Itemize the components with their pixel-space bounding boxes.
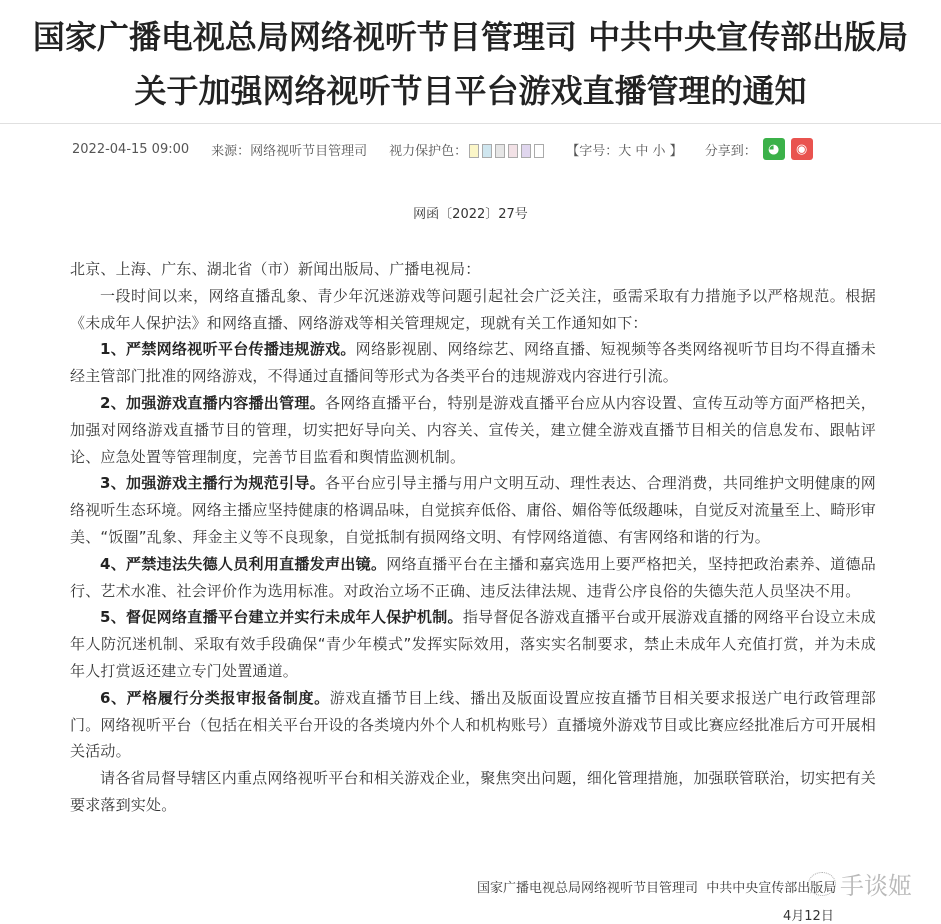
article-meta (72, 138, 835, 160)
share (705, 138, 813, 160)
watermark (808, 866, 912, 901)
article-body (70, 256, 876, 819)
font-small-button[interactable]: 小 (652, 143, 666, 159)
share-label: 分享到： (704, 143, 757, 159)
title-line-1: 国家广播电视总局网络视听节目管理司 中共中央宣传部出版局 (32, 18, 909, 56)
notice-item (70, 470, 876, 550)
watermark-text: 手谈姬 (840, 872, 912, 900)
font-size-bracket: 】 (669, 143, 683, 159)
eye-color-swatch[interactable] (482, 144, 492, 158)
item-text: 各网络直播平台，特别是游戏直播平台应从内容设置、宣传互动等方面严格把关，加强对网络游戏直播节目的管理，切实把好导向关、内容关、宣传关，建立健全游戏直播节目相关的信息发布、跟帖评论、应急处置等管理制度，完善节目监看和舆情监测机制。 (70, 393, 876, 466)
eye-protection (389, 140, 544, 159)
publish-datetime: 2022-04-15 09:00 (72, 141, 190, 157)
eye-color-swatches (469, 144, 544, 158)
item-text: 各平台应引导主播与用户文明互动、理性表达、合理消费，共同维护文明健康的网络视听生态环境。网络主播应坚持健康的格调品味，自觉摈弃低俗、庸俗、媚俗等低级趣味，自觉反对流量至上、畸形审美、“饭圈”乱象、拜金主义等不良现象，自觉抵制有损网络文明、有悖网络道德、有害网络和谐的行为。 (70, 474, 876, 546)
font-large-button[interactable]: 大 (618, 143, 632, 159)
item-heading: 4、严禁违法失德人员利用直播发声出镜。 (100, 554, 387, 573)
title-line-2: 关于加强网络视听节目平台游戏直播管理的通知 (134, 72, 807, 110)
item-heading: 6、严格履行分类报审报备制度。 (100, 688, 330, 707)
font-size-label: 【字号： (566, 143, 619, 159)
item-heading: 2、加强游戏直播内容播出管理。 (100, 393, 326, 412)
salutation: 北京、上海、广东、湖北省（市）新闻出版局、广播电视局： (70, 260, 481, 278)
notice-item (70, 604, 876, 684)
weibo-icon[interactable]: ◉ (791, 138, 813, 160)
eye-color-swatch[interactable] (534, 144, 544, 158)
watermark-logo-icon (808, 872, 836, 896)
divider (0, 123, 941, 124)
notice-item (70, 685, 876, 765)
eye-protection-label: 视力保护色： (389, 143, 468, 159)
item-text: 网络直播平台在主播和嘉宾选用上要严格把关，坚持把政治素养、道德品行、艺术水准、社会评价作为选用标准。对政治立场不正确、违反法律法规、违背公序良俗的失德失范人员坚决不用。 (70, 554, 876, 600)
signature: 国家广播电视总局网络视听节目管理司 中共中央宣传部出版局 (477, 881, 837, 896)
font-size-control (566, 140, 683, 159)
wechat-icon[interactable]: ◕ (763, 138, 785, 160)
intro-paragraph: 一段时间以来，网络直播乱象、青少年沉迷游戏等问题引起社会广泛关注，亟需采取有力措施予以严格规范。根据《未成年人保护法》和网络直播、网络游戏等相关管理规定，现就有关工作通知如下： (70, 286, 876, 332)
eye-color-swatch[interactable] (495, 144, 505, 158)
notice-item (70, 390, 876, 470)
item-heading: 3、加强游戏主播行为规范引导。 (100, 474, 326, 493)
item-heading: 1、严禁网络视听平台传播违规游戏。 (100, 340, 356, 359)
notice-item (70, 336, 876, 390)
closing-paragraph: 请各省局督导辖区内重点网络视听平台和相关游戏企业，聚焦突出问题，细化管理措施，加强联管联治，切实把有关要求落到实处。 (70, 769, 876, 814)
item-text: 指导督促各游戏直播平台或开展游戏直播的网络平台设立未成年人防沉迷机制、采取有效手段确保“青少年模式”发挥实际效用，落实实名制要求，禁止未成年人充值打赏，并为未成年人打赏返还建立专门处置通道。 (70, 608, 876, 680)
eye-color-swatch[interactable] (508, 144, 518, 158)
sign-date: 4月12日 (783, 909, 834, 924)
document-number: 网函〔2022〕27号 (413, 207, 528, 222)
source: 来源：网络视听节目管理司 (211, 143, 368, 159)
eye-color-swatch[interactable] (521, 144, 531, 158)
item-text: 游戏直播节目上线、播出及版面设置应按直播节目相关要求报送广电行政管理部门。网络视听平台（包括在相关平台开设的各类境内外个人和机构账号）直播境外游戏节目或比赛应经批准后方可开展相关活动。 (70, 688, 876, 761)
font-mid-button[interactable]: 中 (635, 143, 649, 159)
item-heading: 5、督促网络直播平台建立并实行未成年人保护机制。 (100, 608, 463, 627)
eye-color-swatch[interactable] (469, 144, 479, 158)
notice-item (70, 551, 876, 605)
article-title (0, 10, 941, 118)
item-text: 网络影视剧、网络综艺、网络直播、短视频等各类网络视听节目均不得直播未经主管部门批准的网络游戏，不得通过直播间等形式为各类平台的违规游戏内容进行引流。 (70, 340, 876, 386)
